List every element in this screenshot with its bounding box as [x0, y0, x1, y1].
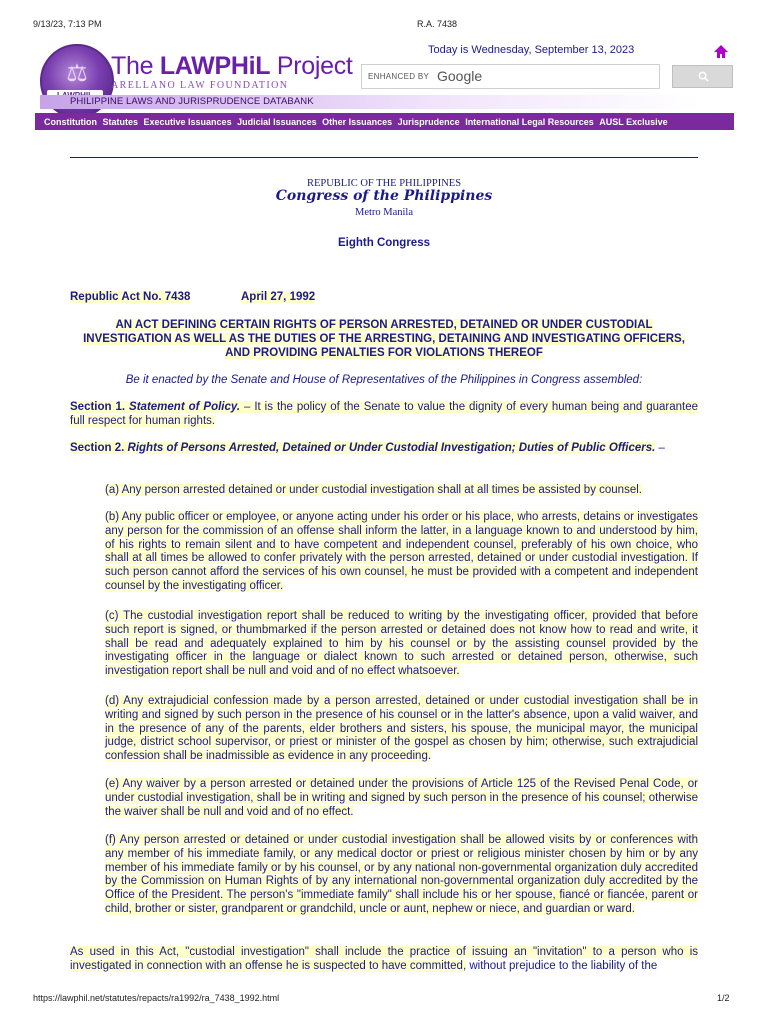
- site-title-post: Project: [270, 52, 353, 80]
- section-1: [70, 401, 698, 429]
- section-1-label: Section 1.: [70, 401, 126, 413]
- ra-number-text: Republic Act No. 7438: [70, 291, 191, 303]
- enacting-clause: Be it enacted by the Senate and House of Representatives of the Philippines in Congress assembled:: [125, 374, 643, 386]
- search-button[interactable]: [672, 65, 733, 88]
- nav-constitution[interactable]: Constitution: [44, 116, 97, 127]
- congress-session: Eighth Congress: [337, 237, 430, 249]
- section-2-a: [105, 484, 698, 498]
- site-title[interactable]: [111, 52, 353, 81]
- ra-date: [241, 291, 315, 303]
- section-1-text: – It is the policy of the Senate to value the dignity of every human being and guarantee full respect for human rights.: [70, 401, 698, 427]
- site-title-bold: LAWPHiL: [159, 52, 271, 80]
- print-doc-title: R.A. 7438: [417, 19, 458, 29]
- metro-heading: Metro Manila: [354, 207, 414, 218]
- section-2-a-text: (a) Any person arrested detained or under custodial investigation shall at all times be assisted by counsel.: [105, 484, 642, 496]
- print-url: https://lawphil.net/statutes/repacts/ra1992/ra_7438_1992.html: [33, 993, 280, 1003]
- closing-paragraph-highlight: As used in this Act, "custodial investigation" shall include the practice of issuing an "invitation" to a person who is investigated in connection with an offense he is suspected to have committed,: [70, 946, 698, 972]
- act-title-text: AN ACT DEFINING CERTAIN RIGHTS OF PERSON ARRESTED, DETAINED OR UNDER CUSTODIAL INVESTIGATION AS WELL AS THE DUTIES OF THE ARRESTING, DETAINING AND INVESTIGATING OFFICERS, AND PROVIDING PENALTIES FOR VIOLATIONS THEREOF: [83, 319, 685, 359]
- section-2-f-text: (f) Any person arrested or detained or under custodial investigation shall be allowed visits by or conferences with any member of his immediate family, or any medical doctor or priest or religious minister chosen by him or by any member of his immediate family or by his counsel, or by any national non-governmental organization duly accredited by the Commission on Human Rights of by any international non-governmental organization duly accredited by the Office of the President. The person's "immediate family" shall include his or her spouse, fiancé or fiancée, parent or child, brother or sister, grandparent or grandchild, uncle or aunt, nephew or niece, and guardian or ward.: [105, 834, 698, 915]
- print-datetime: 9/13/23, 7:13 PM: [33, 19, 102, 29]
- section-1-title: Statement of Policy.: [129, 401, 241, 413]
- ra-number: [70, 291, 190, 303]
- section-2-e-text: (e) Any waiver by a person arrested or detained under the provisions of Article 125 of the Revised Penal Code, or under custodial investigation, shall be in writing and signed by such person in the presence of his counsel; otherwise the waiver shall be null and void and of no effect.: [105, 778, 698, 818]
- foundation-name: ARELLANO LAW FOUNDATION: [111, 80, 289, 91]
- section-2-e: [105, 778, 698, 819]
- section-2-c: [105, 610, 698, 679]
- search-enhanced-label: ENHANCED BY: [368, 72, 430, 81]
- print-page-number: 1/2: [717, 993, 730, 1003]
- closing-paragraph-rest: without prejudice to the liability of the: [466, 959, 658, 972]
- section-2-f: [105, 834, 698, 917]
- nav-ausl-exclusive[interactable]: AUSL Exclusive: [599, 116, 668, 127]
- nav-executive-issuances[interactable]: Executive Issuances: [143, 116, 232, 127]
- main-nav: [35, 113, 734, 130]
- section-2: [70, 442, 698, 456]
- ra-date-text: April 27, 1992: [241, 291, 316, 303]
- divider: [70, 157, 698, 158]
- section-2-dash: –: [655, 442, 665, 454]
- search-input[interactable]: [361, 64, 660, 89]
- congress-heading: Congress of the Philippines: [275, 188, 493, 204]
- section-2-d-text: (d) Any extrajudicial confession made by a person arrested, detained or under custodial investigation shall be in writing and signed by such person in the presence of his counsel or in the latter's absence, upon a valid waiver, and in the presence of any of the parents, elder brothers and sisters, his spouse, the municipal mayor, the municipal judge, district school supervisor, or priest or minister of the gospel as chosen by him; otherwise, such extrajudicial confession shall be inadmissible as evidence in any proceeding.: [105, 695, 698, 763]
- nav-international-legal-resources[interactable]: International Legal Resources: [465, 116, 594, 127]
- google-logo: Google: [437, 68, 483, 84]
- scales-of-justice-icon: ⚖: [66, 59, 88, 87]
- nav-jurisprudence[interactable]: Jurisprudence: [397, 116, 460, 127]
- today-date: Today is Wednesday, September 13, 2023: [428, 44, 635, 56]
- closing-paragraph: [70, 946, 698, 974]
- section-2-title: Rights of Persons Arrested, Detained or Under Custodial Investigation; Duties of Public Officers.: [127, 442, 656, 454]
- search-icon: [698, 71, 709, 82]
- nav-other-issuances[interactable]: Other Issuances: [322, 116, 393, 127]
- nav-judicial-issuances[interactable]: Judicial Issuances: [237, 116, 317, 127]
- section-2-label: Section 2.: [70, 442, 125, 454]
- act-title: [80, 318, 688, 360]
- site-tagline: PHILIPPINE LAWS AND JURISPRUDENCE DATABANK: [70, 96, 314, 107]
- nav-statutes[interactable]: Statutes: [102, 116, 139, 127]
- section-2-d: [105, 695, 698, 764]
- section-2-c-text: (c) The custodial investigation report shall be reduced to writing by the investigating officer, provided that before such report is signed, or thumbmarked if the person arrested or detained does not know how to read and write, it shall be read and adequately explained to him by his counsel or by the assisting counsel provided by the investigating officer in the language or dialect known to such arrested or detained person, otherwise, such investigation report shall be null and void and of no effect whatsoever.: [105, 610, 698, 678]
- section-2-b: [105, 511, 698, 594]
- republic-heading: REPUBLIC OF THE PHILIPPINES: [306, 178, 462, 189]
- home-icon[interactable]: [713, 44, 729, 60]
- site-title-pre: The: [111, 52, 160, 80]
- section-2-b-text: (b) Any public officer or employee, or anyone acting under his order or his place, who arrests, detains or investigates any person for the commission of an offense shall inform the latter, in a language known to and understood by him, of his rights to remain silent and to have competent and independent counsel, preferably of his own choice, who shall at all times be allowed to confer privately with the person arrested, detained or under custodial investigation. If such person cannot afford the services of his own counsel, he must be provided with a competent and independent counsel by the investigating officer.: [105, 511, 698, 592]
